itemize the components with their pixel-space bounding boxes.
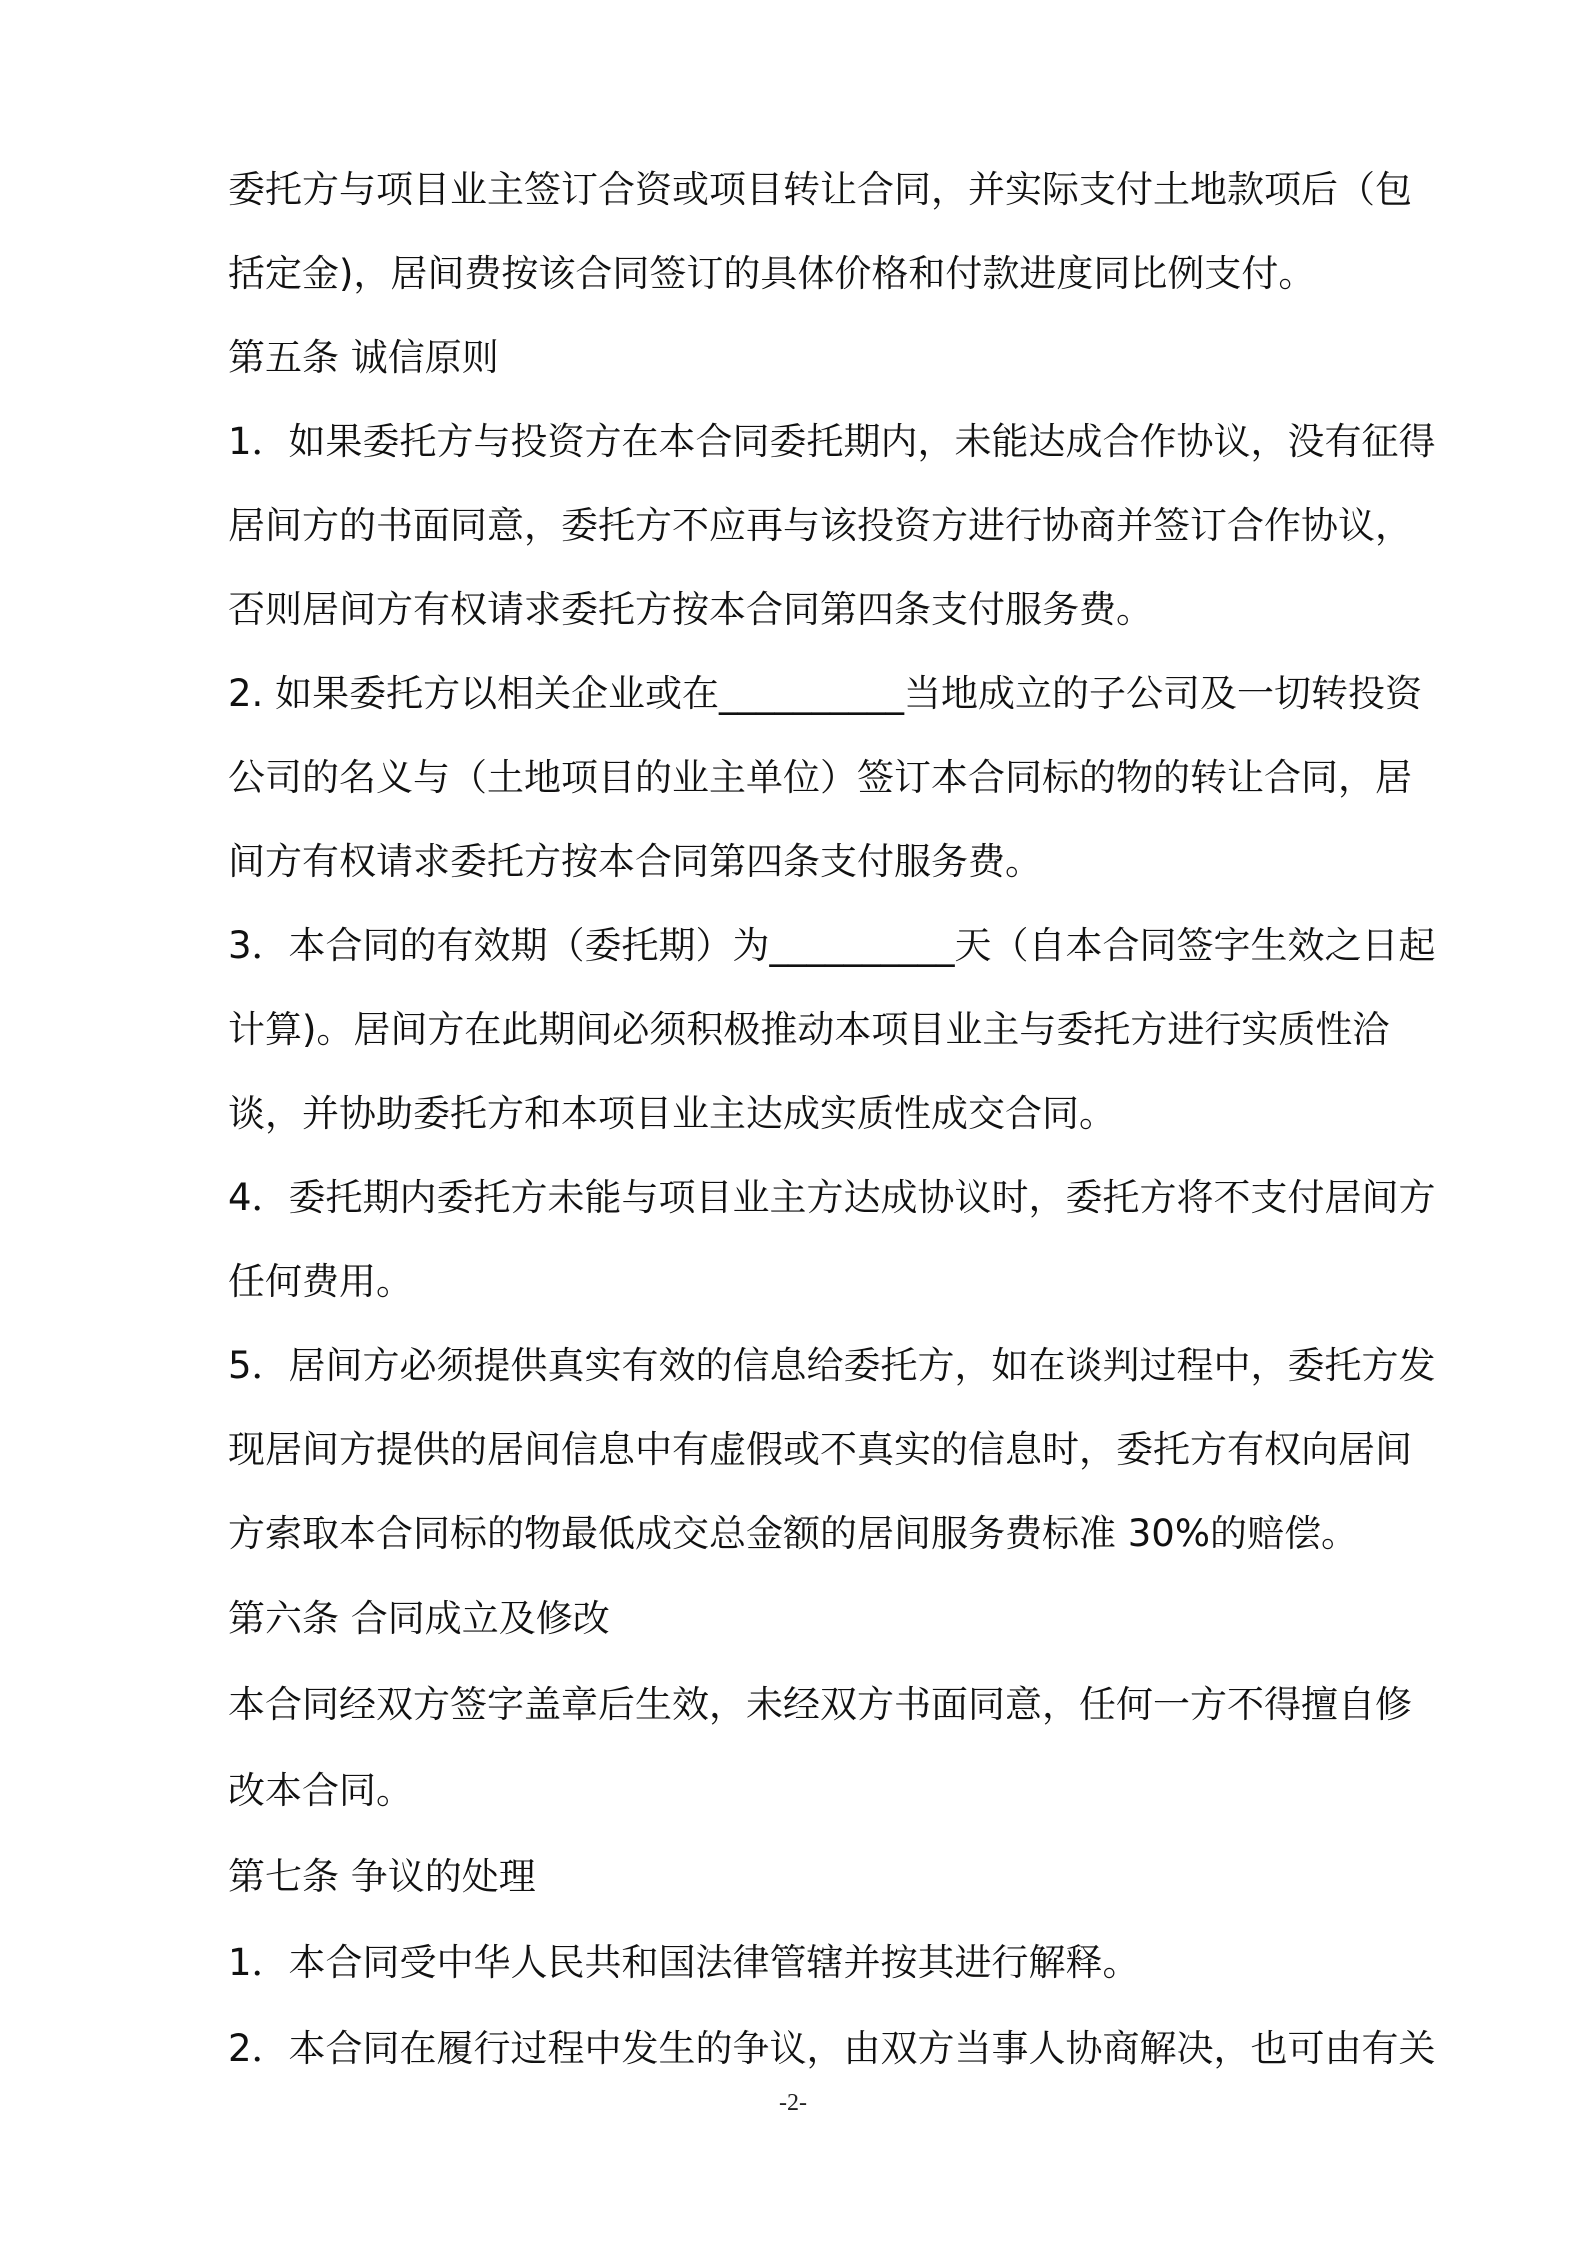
text-line: 4．委托期内委托方未能与项目业主方达成协议时，委托方将不支付居间方: [228, 1176, 1436, 1219]
section-heading-article-5: 第五条 诚信原则: [228, 336, 499, 379]
text-line: 2. 如果委托方以相关企业或在__________当地成立的子公司及一切转投资: [228, 672, 1423, 715]
text-line: 5．居间方必须提供真实有效的信息给委托方，如在谈判过程中，委托方发: [228, 1344, 1436, 1387]
text-line: 任何费用。: [228, 1260, 413, 1303]
text-line: 谈，并协助委托方和本项目业主达成实质性成交合同。: [228, 1092, 1116, 1135]
contract-body: [228, 148, 1448, 2092]
page-number: -2-: [779, 2090, 807, 2116]
text-line: 居间方的书面同意，委托方不应再与该投资方进行协商并签订合作协议，: [228, 504, 1412, 547]
text-line: 2．本合同在履行过程中发生的争议，由双方当事人协商解决，也可由有关: [228, 2027, 1436, 2070]
text-line: 括定金)，居间费按该合同签订的具体价格和付款进度同比例支付。: [228, 252, 1316, 295]
text-line: 委托方与项目业主签订合资或项目转让合同，并实际支付土地款项后（包: [228, 168, 1412, 211]
section-heading-article-7: 第七条 争议的处理: [228, 1855, 536, 1898]
text-line: 公司的名义与（土地项目的业主单位）签订本合同标的物的转让合同，居: [228, 756, 1412, 799]
section-heading-article-6: 第六条 合同成立及修改: [228, 1597, 610, 1640]
text-line: 方索取本合同标的物最低成交总金额的居间服务费标准 30%的赔偿。: [228, 1512, 1358, 1555]
text-line: 计算)。居间方在此期间必须积极推动本项目业主与委托方进行实质性洽: [228, 1008, 1390, 1051]
text-line: 1．本合同受中华人民共和国法律管辖并按其进行解释。: [228, 1941, 1140, 1984]
text-line: 间方有权请求委托方按本合同第四条支付服务费。: [228, 840, 1042, 883]
text-line: 改本合同。: [228, 1769, 413, 1812]
text-line: 3．本合同的有效期（委托期）为__________天（自本合同签字生效之日起: [228, 924, 1436, 967]
text-line: 1．如果委托方与投资方在本合同委托期内，未能达成合作协议，没有征得: [228, 420, 1436, 463]
text-line: 现居间方提供的居间信息中有虚假或不真实的信息时，委托方有权向居间: [228, 1428, 1412, 1471]
text-line: 本合同经双方签字盖章后生效，未经双方书面同意，任何一方不得擅自修: [228, 1683, 1412, 1726]
text-line: 否则居间方有权请求委托方按本合同第四条支付服务费。: [228, 588, 1153, 631]
